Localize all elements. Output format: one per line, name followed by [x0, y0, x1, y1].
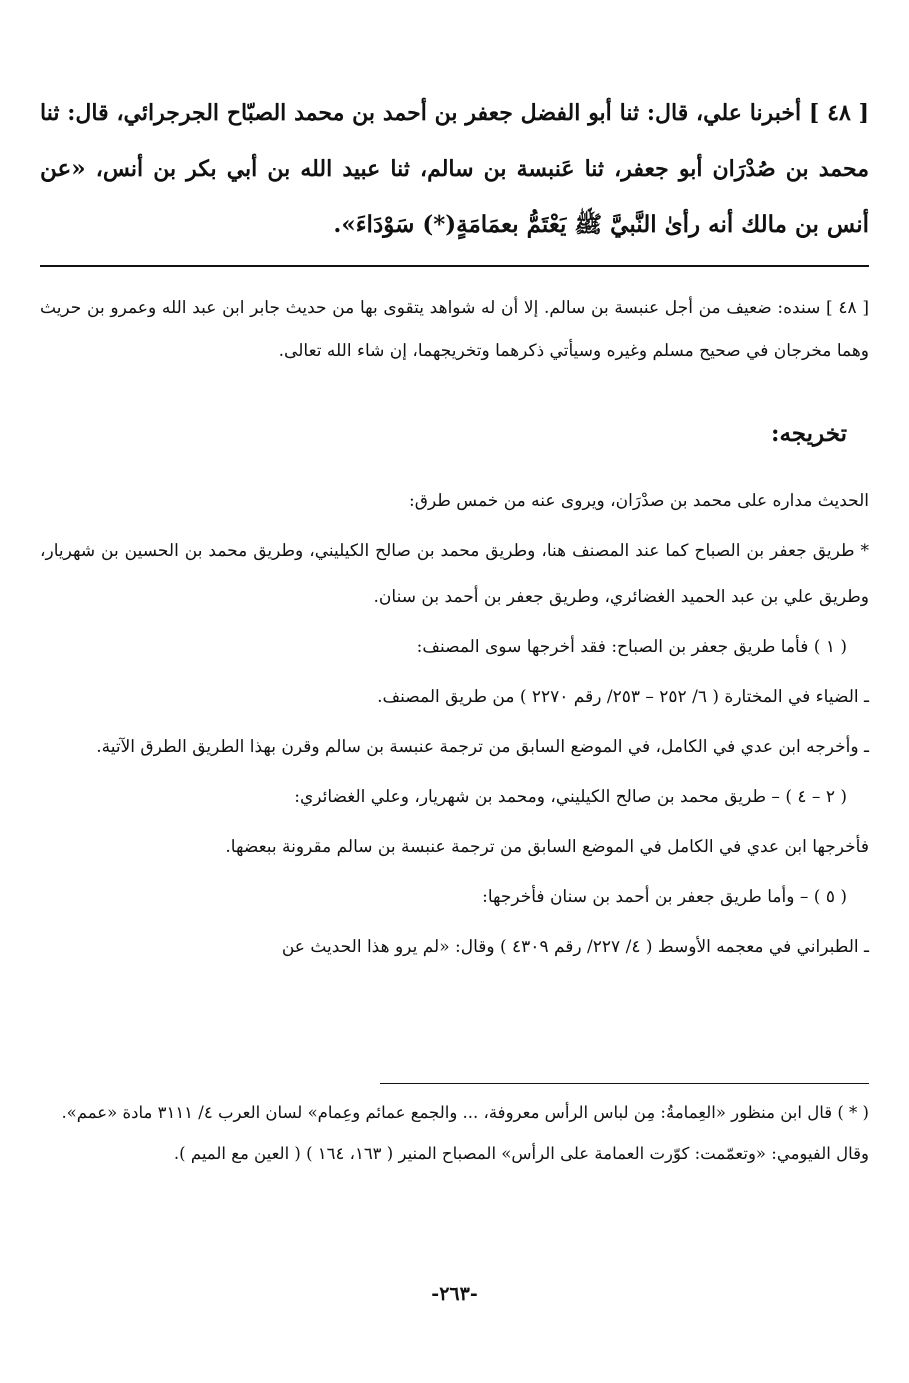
- sanad-note: [ ٤٨ ] سنده: ضعيف من أجل عنبسة بن سالم. إلا أن له شواهد يتقوى بها من حديث جابر ابن عبد الله وعمرو بن حريث وهما مخرجان في صحيح مسلم وغيره وسيأتي ذكرهما وتخريجهما، إن شاء الله تعالى.: [40, 298, 869, 361]
- isnad-text: [ ٤٨ ] أخبرنا علي، قال: ثنا أبو الفضل جعفر بن أحمد بن محمد الصبّاح الجرجرائي، قال: ثنا محمد بن صُدْرَان أبو جعفر، ثنا عَنبسة بن سالم، ثنا عبيد الله بن أبي بكر بن أنس،: [40, 100, 870, 182]
- footnotes-block: [40, 1095, 869, 1177]
- footnote: وقال الفيومي: «وتعمّمت: كوّرت العمامة على الرأس» المصباح المنير ( ١٦٣، ١٦٤ ) ( العين مع الميم ).: [173, 1144, 869, 1163]
- takhrij-paragraph: ـ وأخرجه ابن عدي في الكامل، في الموضع السابق من ترجمة عنبسة بن سالم وقرن بهذا الطريق الطرق الآتية.: [96, 737, 869, 757]
- takhrij-block: [40, 478, 869, 974]
- footnote-separator: [380, 1083, 869, 1084]
- page-number: -٢٦٣-: [431, 1283, 478, 1305]
- takhrij-paragraph: فأخرجها ابن عدي في الكامل في الموضع السابق من ترجمة عنبسة بن سالم مقرونة ببعضها.: [225, 837, 869, 857]
- takhrij-paragraph: ( ٢ – ٤ ) – طريق محمد بن صالح الكيليني، ومحمد بن شهريار، وعلي الغضائري:: [294, 787, 847, 807]
- hadith-paragraph: [40, 86, 869, 253]
- takhrij-paragraph: ( ١ ) فأما طريق جعفر بن الصباح: فقد أخرجها سوى المصنف:: [416, 637, 847, 657]
- separator-line: [40, 265, 869, 267]
- main-text-block: [40, 86, 869, 253]
- sanad-note-block: [40, 287, 869, 373]
- takhrij-heading: تخريجه:: [770, 420, 847, 447]
- takhrij-paragraph: * طريق جعفر بن الصباح كما عند المصنف هنا، وطريق محمد بن صالح الكيليني، وطريق محمد بن الحسين بن شهريار، وطريق علي بن عبد الحميد الغضائري، وطريق جعفر بن أحمد بن سنان.: [40, 541, 869, 607]
- takhrij-paragraph: ( ٥ ) – وأما طريق جعفر بن أحمد بن سنان فأخرجها:: [482, 887, 847, 907]
- takhrij-paragraph: ـ الضياء في المختارة ( ٦/ ٢٥٢ – ٢٥٣/ رقم ٢٢٧٠ ) من طريق المصنف.: [377, 687, 869, 707]
- footnote: ( * ) قال ابن منظور «العِمامةُ: مِن لباس الرأس معروفة، ... والجمع عمائم وعِمام» لسان العرب ٤/ ٣١١١ مادة «عمم».: [61, 1103, 869, 1122]
- takhrij-paragraph: ـ الطبراني في معجمه الأوسط ( ٤/ ٢٢٧/ رقم ٤٣٠٩ ) وقال: «لم يرو هذا الحديث عن: [281, 937, 869, 957]
- takhrij-paragraph: الحديث مداره على محمد بن صدْرَان، ويروى عنه من خمس طرق:: [409, 491, 869, 511]
- hadith-text: «عن أنس بن مالك أنه رأىٰ النَّبيَّ ﷺ يَعْتَمُّ بعمَامَةٍ(*) سَوْدَاءَ».: [40, 155, 869, 238]
